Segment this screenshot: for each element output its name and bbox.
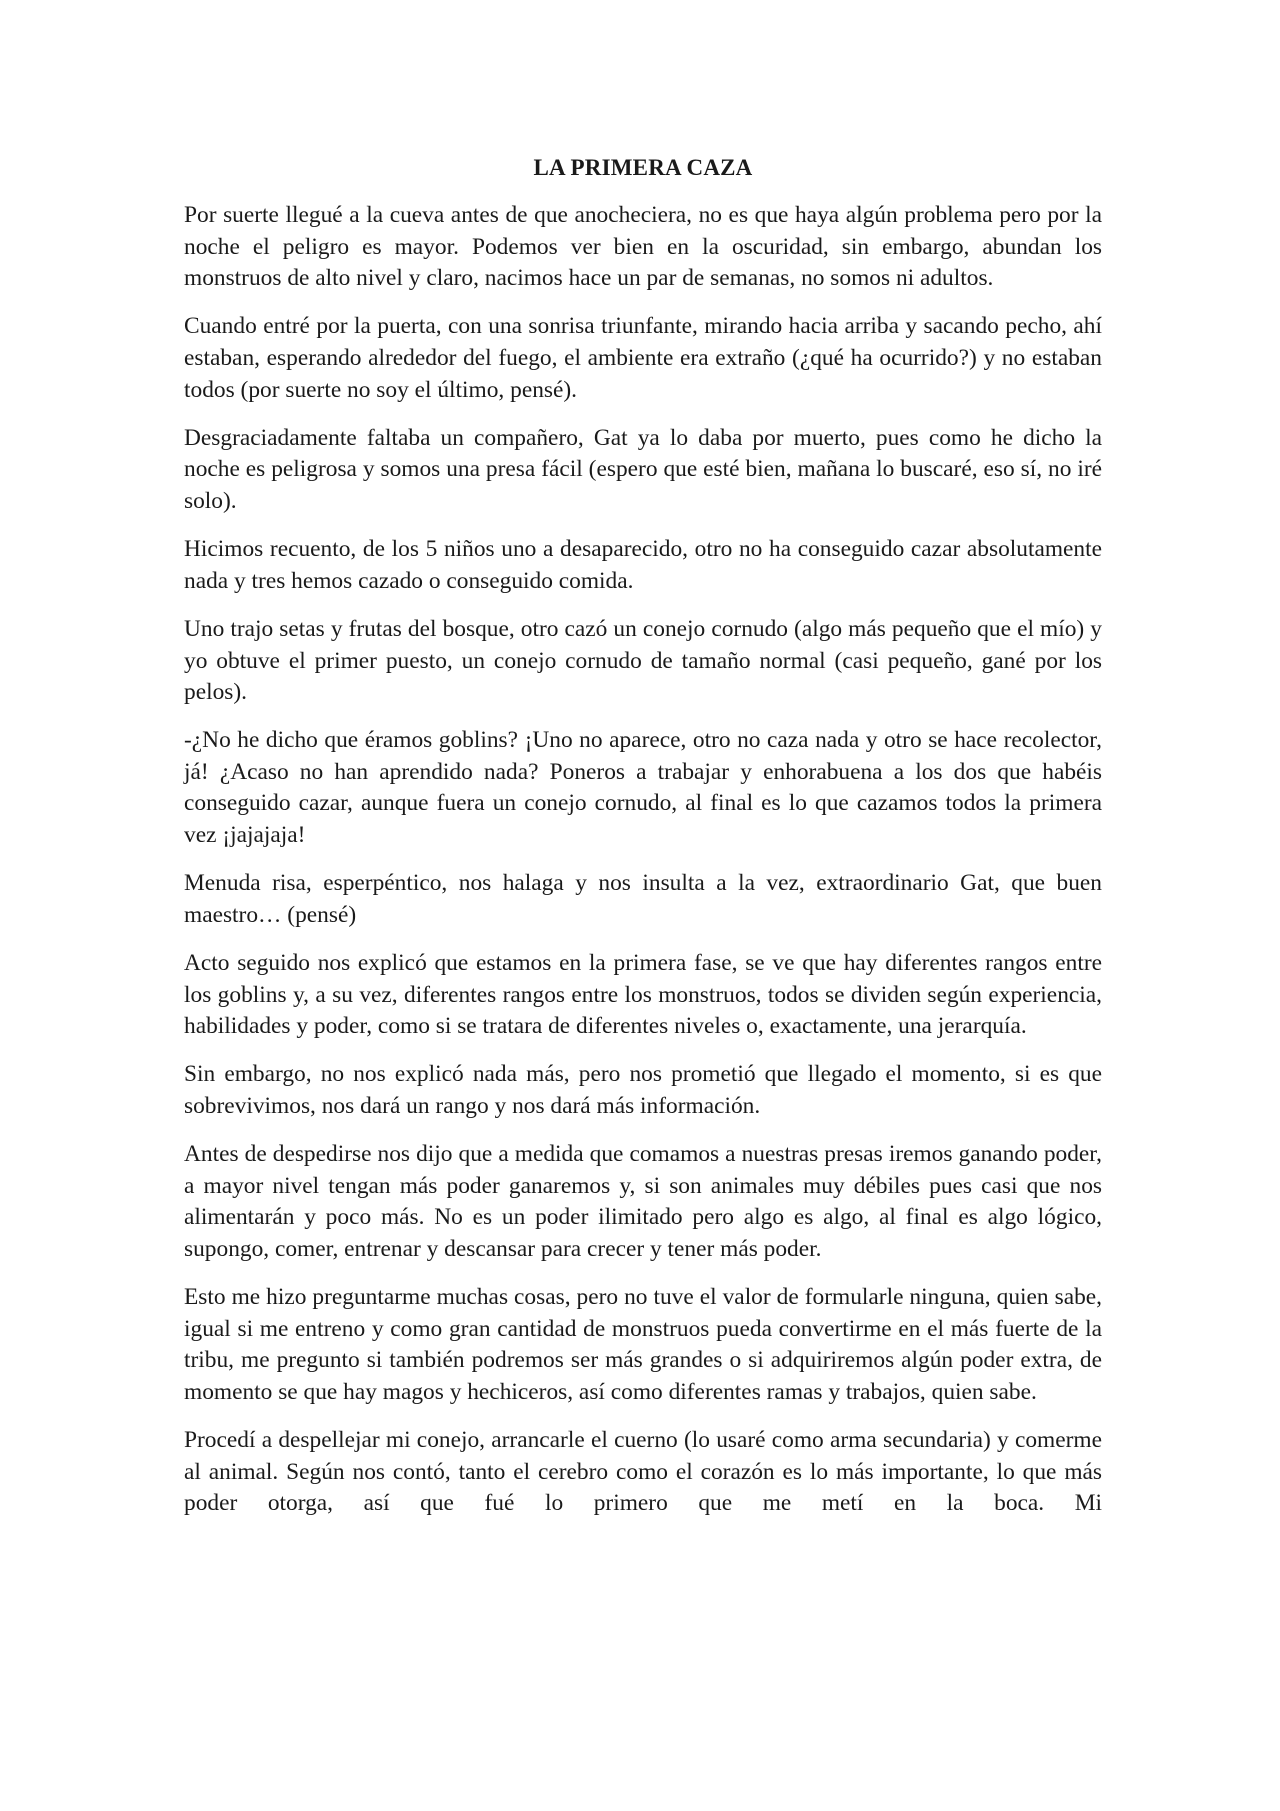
paragraph-6: -¿No he dicho que éramos goblins? ¡Uno no aparece, otro no caza nada y otro se hace recolector, já! ¿Acaso no han aprendido nada? Poneros a trabajar y enhorabuena a los dos que habéis conseguido cazar, aunque fuera un conejo cornudo, al final es lo que cazamos todos la primera vez ¡jajajaja! <box>184 727 1102 849</box>
paragraph-3: Desgraciadamente faltaba un compañero, Gat ya lo daba por muerto, pues como he dicho la noche es peligrosa y somos una presa fácil (espero que esté bien, mañana lo buscaré, eso sí, no iré solo). <box>184 424 1102 514</box>
paragraph-7: Menuda risa, esperpéntico, nos halaga y nos insulta a la vez, extraordinario Gat, que buen maestro… (pensé) <box>184 870 1102 928</box>
paragraph-5: Uno trajo setas y frutas del bosque, otro cazó un conejo cornudo (algo más pequeño que el mío) y yo obtuve el primer puesto, un conejo cornudo de tamaño normal (casi pequeño, gané por los pelos). <box>184 615 1102 706</box>
paragraph-4: Hicimos recuento, de los 5 niños uno a desaparecido, otro no ha conseguido cazar absolutamente nada y tres hemos cazado o conseguido comida. <box>184 536 1102 594</box>
document-title: LA PRIMERA CAZA <box>533 155 753 180</box>
document-page <box>184 152 1102 1520</box>
paragraph-8: Acto seguido nos explicó que estamos en la primera fase, se ve que hay diferentes rangos entre los goblins y, a su vez, diferentes rangos entre los monstruos, todos se dividen según experiencia, habilidades y poder, como si se tratara de diferentes niveles o, exactamente, una jerarquía. <box>184 950 1102 1040</box>
paragraph-2: Cuando entré por la puerta, con una sonrisa triunfante, mirando hacia arriba y sacando pecho, ahí estaban, esperando alrededor del fuego, el ambiente era extraño (¿qué ha ocurrido?) y no estaban todos (por suerte no soy el último, pensé). <box>184 313 1102 403</box>
paragraph-10: Antes de despedirse nos dijo que a medida que comamos a nuestras presas iremos ganando poder, a mayor nivel tengan más poder ganaremos y, si son animales muy débiles pues casi que nos alimentarán y poco más. No es un poder ilimitado pero algo es algo, al final es algo lógico, supongo, comer, entrenar y descansar para crecer y tener más poder. <box>184 1141 1102 1262</box>
paragraph-11: Esto me hizo preguntarme muchas cosas, pero no tuve el valor de formularle ninguna, quien sabe, igual si me entreno y como gran cantidad de monstruos pueda convertirme en el más fuerte de la tribu, me pregunto si también podremos ser más grandes o si adquiriremos algún poder extra, de momento se que hay magos y hechiceros, así como diferentes ramas y trabajos, quien sabe. <box>184 1284 1102 1405</box>
paragraph-1: Por suerte llegué a la cueva antes de que anocheciera, no es que haya algún problema pero por la noche el peligro es mayor. Podemos ver bien en la oscuridad, sin embargo, abundan los monstruos de alto nivel y claro, nacimos hace un par de semanas, no somos ni adultos. <box>184 202 1102 292</box>
paragraph-9: Sin embargo, no nos explicó nada más, pero nos prometió que llegado el momento, si es que sobrevivimos, nos dará un rango y nos dará más información. <box>184 1061 1102 1119</box>
paragraph-12: Procedí a despellejar mi conejo, arrancarle el cuerno (lo usaré como arma secundaria) y comerme al animal. Según nos contó, tanto el cerebro como el corazón es lo más importante, lo que más poder otorga, así que fué lo primero que me metí en la boca. Mi <box>184 1427 1102 1517</box>
